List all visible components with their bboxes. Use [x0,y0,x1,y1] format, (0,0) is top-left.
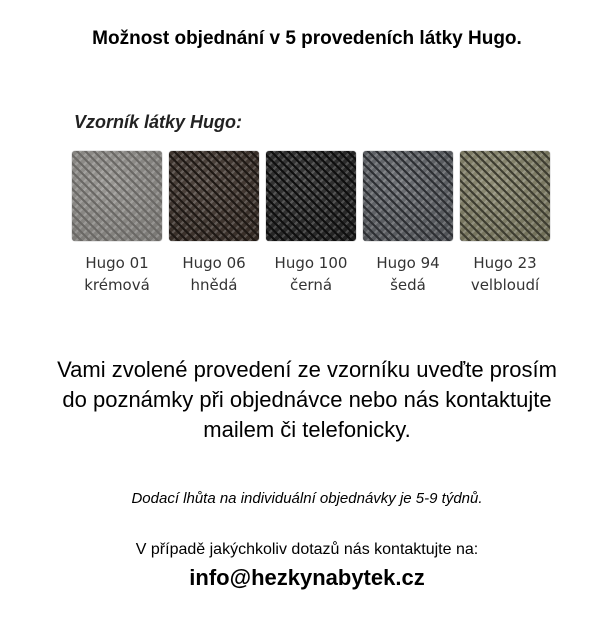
fabric-swatch-image [266,151,356,241]
swatch-color-name: hnědá [190,276,238,294]
swatch-code: Hugo 94 [376,254,440,272]
fabric-swatch-image [460,151,550,241]
contact-text: V případě jakýchkoliv dotazů nás kontaktujte na: [135,541,479,558]
instruction-line: Vami zvolené provedení ze vzorníku uveďte prosím [57,357,557,382]
fabric-swatch-image [169,151,259,241]
swatch-color-name: krémová [84,276,150,294]
sample-title: Vzorník látky Hugo: [74,112,243,132]
swatch-label [448,252,562,296]
swatch-color-name: černá [289,276,333,294]
swatch-list [72,151,554,301]
fabric-swatch-image [363,151,453,241]
swatch-code: Hugo 01 [85,254,149,272]
fabric-swatch-image [72,151,162,241]
delivery-note: Dodací lhůta na individuální objednávky je 5-9 týdnů. [131,490,483,507]
swatch-color-name: šedá [390,276,426,294]
swatch-color-name: velbloudí [470,276,540,294]
instruction-text [0,355,614,445]
page-heading: Možnost objednání v 5 provedeních látky Hugo. [92,28,522,49]
contact-email[interactable]: info@hezkynabytek.cz [189,565,425,590]
instruction-line: mailem či telefonicky. [203,417,411,442]
swatch-code: Hugo 06 [182,254,246,272]
swatch-code: Hugo 100 [274,254,348,272]
instruction-line: do poznámky při objednávce nebo nás kontaktujte [62,387,552,412]
swatch-code: Hugo 23 [473,254,537,272]
